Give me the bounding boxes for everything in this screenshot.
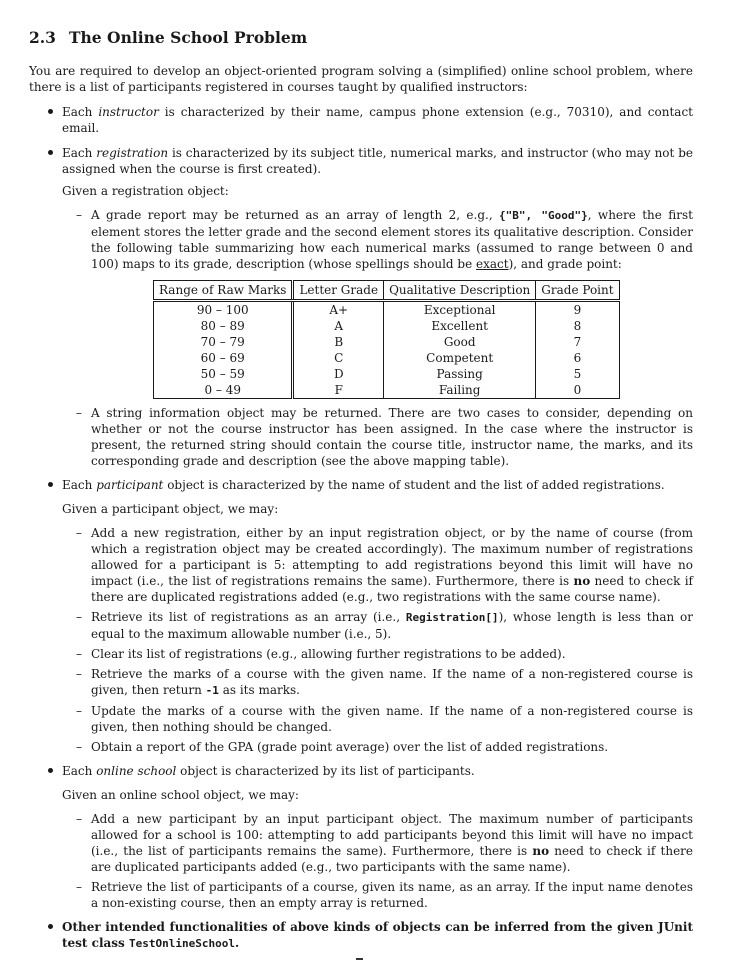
document-page [29, 28, 693, 961]
table-row: 0 – 49 F Failing 0 [154, 382, 620, 399]
school-dash-list [29, 811, 693, 911]
term-registration: registration [96, 146, 169, 160]
retrieve-marks-item: – Retrieve the marks of a course with the given name. If the name of a non-registered course is given, then return -1 as its marks. [29, 666, 693, 699]
table-header-row [154, 281, 620, 301]
gpa-report-item: – Obtain a report of the GPA (grade point average) over the list of added registrations. [29, 739, 693, 755]
header-range: Range of Raw Marks [154, 281, 293, 301]
emphasis-no: no [532, 844, 550, 858]
term-participant: participant [96, 478, 164, 492]
registration-dash-list [29, 207, 693, 272]
code-grade-example: {"B", "Good"} [499, 209, 588, 222]
add-registration-item: – Add a new registration, either by an input registration object, or by the name of course (from which a registration object may be created accordingly). The maximum number of registrations allowed for a participant is 5: attempting to add registrations beyond this limit will have no impact (i.e., the list of registrations remains the same). Furthermore, there is no need to check if there are duplicated registrations added (e.g., two registrations with the same course name). [29, 525, 693, 605]
final-bullet-list [29, 919, 693, 952]
participant-bullet-list [29, 477, 693, 493]
final-bullet: Other intended functionalities of above kinds of objects can be inferred from the given JUnit test class TestOnlineSchool. [29, 919, 693, 952]
header-letter: Letter Grade [293, 281, 384, 301]
header-description: Qualitative Description [384, 281, 536, 301]
table-row: 90 – 100 A+ Exceptional 9 [154, 301, 620, 319]
section-number: 2.3 [29, 28, 56, 47]
participant-given: Given a participant object, we may: [62, 502, 279, 516]
instructor-bullet: Each instructor is characterized by their name, campus phone extension (e.g., 70310), and contact email. [29, 104, 693, 136]
intro-paragraph: You are required to develop an object-oriented program solving a (simplified) online school problem, where there is a list of participants registered in courses taught by qualified instructors: [29, 64, 693, 94]
page-number-mark [356, 958, 363, 960]
registration-bullet: Each registration is characterized by its subject title, numerical marks, and instructor (who may not be assigned when the course is first created). [29, 145, 693, 177]
table-row: 70 – 79 B Good 7 [154, 334, 620, 350]
grade-report-item: – A grade report may be returned as an array of length 2, e.g., {"B", "Good"}, where the first element stores the letter grade and the second element stores its qualitative description. Consider the following table summarizing how each numerical marks (assumed to range between 0 and 100) maps to its grade, description (whose spellings should be exact), and grade point: [29, 207, 693, 272]
header-point: Grade Point [536, 281, 619, 301]
registration-given: Given a registration object: [62, 184, 229, 198]
info-string-item: – A string information object may be returned. There are two cases to consider, depending on whether or not the course instructor has been assigned. In the case where the instructor is present, the returned string should contain the course title, instructor name, the marks, and its corresponding grade and description (see the above mapping table). [29, 405, 693, 469]
emphasis-no: no [573, 574, 591, 588]
table-row: 50 – 59 D Passing 5 [154, 366, 620, 382]
section-title: The Online School Problem [69, 28, 308, 47]
main-bullet-list [29, 104, 693, 177]
clear-registrations-item: – Clear its list of registrations (e.g., allowing further registrations to be added). [29, 646, 693, 662]
participant-dash-list [29, 525, 693, 755]
add-participant-item: – Add a new participant by an input participant object. The maximum number of participants allowed for a school is 100: attempting to add participants beyond this limit will have no impact (i.e., the list of participants remains the same). Furthermore, there is no need to check if there are duplicated participants added (e.g., two participants with the same name). [29, 811, 693, 875]
exact-underlined: exact [476, 257, 509, 271]
code-registration-array: Registration[] [405, 611, 499, 624]
registration-dash-list-2 [29, 405, 693, 469]
section-heading [29, 28, 693, 47]
participant-bullet: Each participant object is characterized by the name of student and the list of added registrations. [29, 477, 693, 493]
table-row: 80 – 89 A Excellent 8 [154, 318, 620, 334]
term-online-school: online school [96, 764, 177, 778]
code-test-class: TestOnlineSchool [128, 937, 235, 950]
update-marks-item: – Update the marks of a course with the given name. If the name of a non-registered course is given, then nothing should be changed. [29, 703, 693, 735]
school-bullet-list [29, 763, 693, 779]
retrieve-participants-item: – Retrieve the list of participants of a course, given its name, as an array. If the input name denotes a non-existing course, then an empty array is returned. [29, 879, 693, 911]
code-minus-one: -1 [205, 684, 219, 697]
online-school-bullet: Each online school object is characterized by its list of participants. [29, 763, 693, 779]
retrieve-registrations-item: – Retrieve its list of registrations as an array (i.e., Registration[]), whose length is less than or equal to the maximum allowable number (i.e., 5). [29, 609, 693, 642]
term-instructor: instructor [98, 105, 159, 119]
grade-mapping-table [153, 280, 620, 399]
school-given: Given an online school object, we may: [62, 788, 299, 802]
table-row: 60 – 69 C Competent 6 [154, 350, 620, 366]
